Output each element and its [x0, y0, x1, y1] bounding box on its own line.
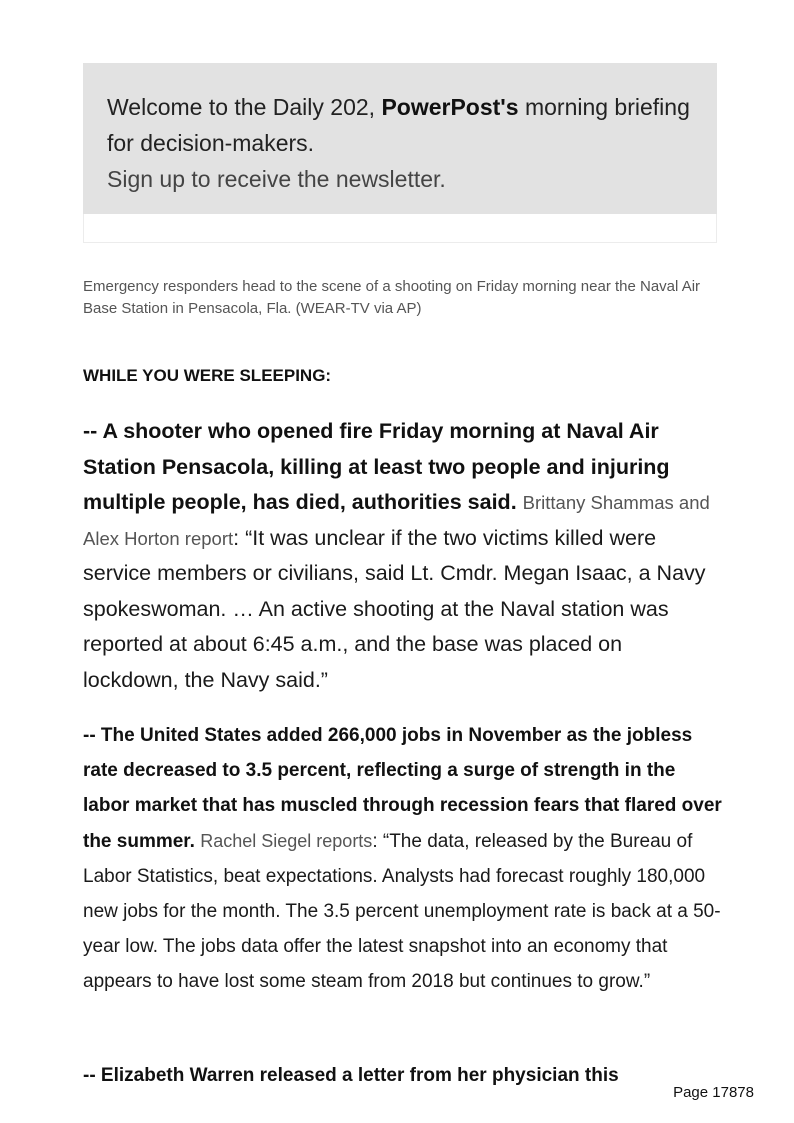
news-item-byline-link[interactable]: Rachel Siegel reports [200, 830, 373, 851]
promo-footer-strip [83, 214, 717, 243]
news-item-lead: -- A shooter who opened fire Friday morning at Naval Air Station Pensacola, killing at least two people and injuring multiple people, has died, authorities said. [83, 419, 670, 514]
promo-brand: PowerPost's [381, 94, 519, 120]
news-item-byline-link[interactable]: Brittany Shammas and Alex Horton report [83, 492, 710, 549]
news-item [83, 1061, 723, 1091]
news-item-body: : “The data, released by the Bureau of Labor Statistics, beat expectations. Analysts had forecast roughly 180,000 new jobs for the month. The 3.5 percent unemployment rate is back at a 50-year low. The jobs data offer the latest snapshot into an economy that appears to have lost some steam from 2018 but continues to grow.” [83, 830, 721, 993]
promo-text-before: Welcome to the Daily 202, [107, 94, 382, 120]
promo-text-after: morning briefing for decision-makers. [107, 94, 690, 156]
section-heading: WHILE YOU WERE SLEEPING: [83, 366, 332, 385]
newsletter-promo-box [83, 63, 717, 214]
page-number: Page 17878 [673, 1084, 754, 1101]
news-item-lead: -- The United States added 266,000 jobs in November as the jobless rate decreased to 3.5 percent, reflecting a surge of strength in the labor market that has muscled through recession fears that flared over the summer. [83, 725, 722, 852]
news-item [83, 414, 723, 698]
news-item-body: : “It was unclear if the two victims killed were service members or civilians, said Lt. Cmdr. Megan Isaac, a Navy spokeswoman. … An active shooting at the Naval station was reported at about 6:45 a.m., and the base was placed on lockdown, the Navy said.” [83, 525, 706, 692]
newsletter-signup-link[interactable]: Sign up to receive the newsletter. [107, 166, 446, 192]
news-item [83, 718, 723, 1000]
news-item-lead: -- Elizabeth Warren released a letter from her physician this [83, 1065, 619, 1086]
photo-caption: Emergency responders head to the scene of a shooting on Friday morning near the Naval Air Base Station in Pensacola, Fla. (WEAR-TV via AP) [83, 278, 701, 317]
